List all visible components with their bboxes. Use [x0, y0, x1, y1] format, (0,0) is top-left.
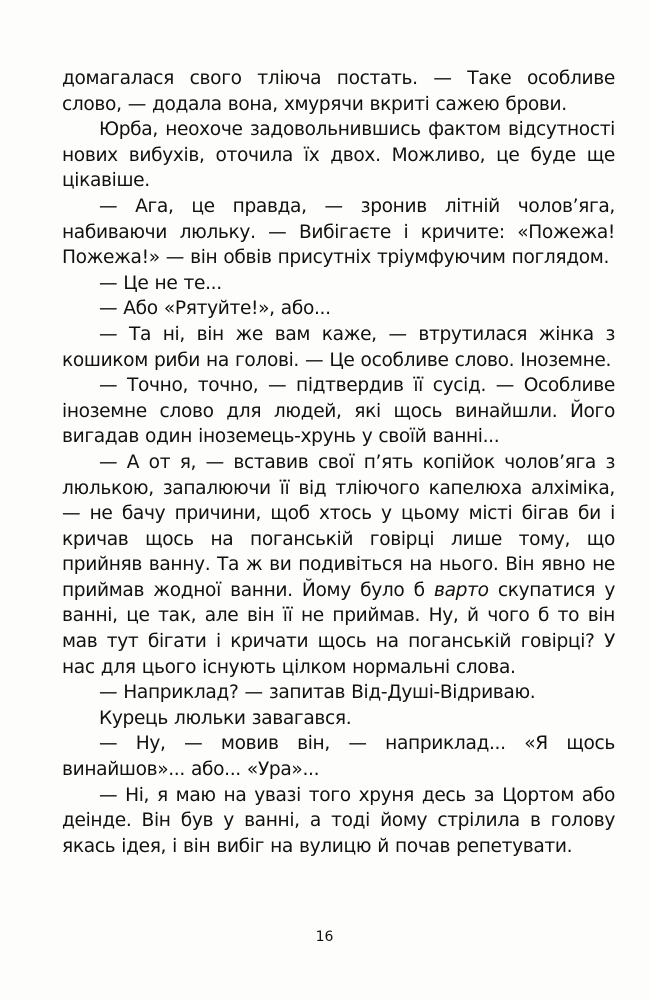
paragraph: домагалася свого тліюча постать. — Таке особливе слово, — додала вона, хмурячи вкриті сажею брови.	[62, 68, 615, 115]
paragraph: — Або «Рятуйте!», або...	[99, 298, 331, 320]
paragraph: — Ага, це правда, — зронив літній чолов’яга, набиваючи люльку. — Вибігаєте і кричите: «Пожежа! Пожежа!» — він обвів присутніх тріумфуючим поглядом.	[62, 195, 615, 269]
paragraph: — Ні, я маю на увазі того хруня десь за Цортом або деінде. Він був у ванні, а тоді йому стрілила в голову якась ідея, і він вибіг на вулицю й почав репетувати.	[62, 784, 615, 857]
paragraph-text: скупатися у ванні, це так, але він її не приймав. Ну, й чого б то він мав тут бігати і кричати щось на поганській говірці? У нас для цього існують цілком нормальні слова.	[62, 579, 615, 678]
paragraph	[62, 450, 615, 680]
paragraph: — Ну, — мовив він, — наприклад... «Я щось винайшов»... або... «Ура»...	[62, 733, 615, 781]
paragraph-text: — А от я, — вставив свої п’ять копійок чолов’яга з люлькою, запалюючи її від тліючого капелюха алхіміка, — не бачу причини, щоб хтось у цьому місті бігав би і кричав щось на поганській говірці лише тому, що прийняв ванну. Та ж ви подивіться на нього. Він явно не приймав жодної ванни. Йому було б	[62, 451, 615, 601]
paragraph: — Це не те...	[99, 272, 222, 294]
paragraph: Курець люльки завагався.	[99, 707, 352, 729]
page-number: 16	[315, 929, 334, 945]
paragraph: — Наприклад? — запитав Від-Душі-Відриваю.	[99, 682, 536, 704]
emphasized-word: варто	[434, 579, 489, 601]
paragraph: — Точно, точно, — підтвердив її сусід. — Особливе іноземне слово для людей, які щось винайшли. Його вигадав один іноземець-хрунь у своїй ванні...	[62, 375, 615, 448]
paragraph: Юрба, неохоче задовольнившись фактом відсутності нових вибухів, оточила їх двох. Можливо, це буде ще цікавіше.	[62, 119, 615, 192]
body-text	[62, 66, 615, 859]
paragraph: — Та ні, він же вам каже, — втрутилася жінка з кошиком риби на голові. — Це особливе слово. Іноземне.	[62, 323, 615, 371]
